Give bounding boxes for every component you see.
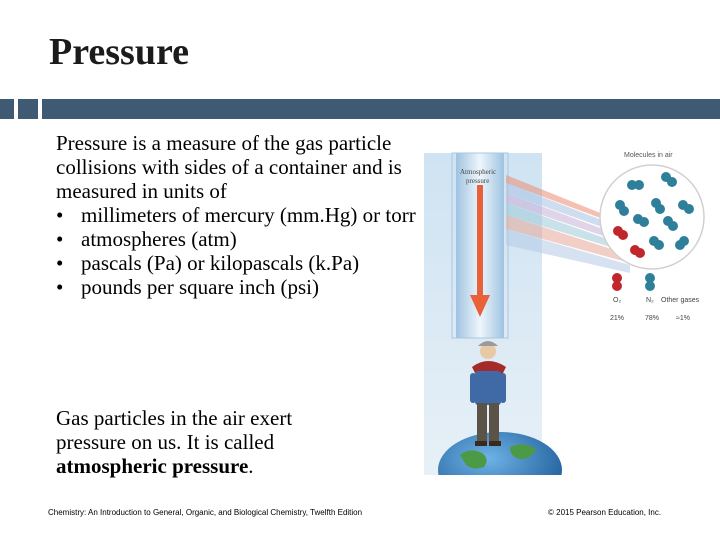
n2-label: N₂ (646, 297, 654, 304)
other-percent: ≈1% (676, 315, 690, 322)
accent-bar (42, 99, 720, 119)
o2-percent: 21% (610, 315, 625, 322)
body-text (56, 131, 426, 299)
molecules-label: Molecules in air (624, 152, 673, 159)
gas-legend (610, 273, 700, 322)
footer-copyright: © 2015 Pearson Education, Inc. (548, 508, 662, 517)
atmospheric-pressure-figure (420, 145, 720, 475)
unit-list (56, 203, 426, 299)
molecules-circle (600, 165, 704, 269)
slide-title: Pressure (49, 31, 190, 73)
para2-lead: Gas particles in the air exert pressure on us. It is called (56, 406, 293, 454)
intro-paragraph: Pressure is a measure of the gas particle collisions with sides of a container and is measured in units of (56, 131, 402, 203)
list-item: • atmospheres (atm) (56, 227, 426, 251)
column-label: Atmospheric pressure (460, 168, 497, 185)
pressure-arrow-shaft (477, 185, 483, 297)
para2-end: . (248, 454, 254, 478)
accent-bar-square (18, 99, 38, 119)
para2-bold-term: atmospheric pressure (56, 454, 249, 478)
list-item: • pounds per square inch (psi) (56, 275, 426, 299)
o2-label: O₂ (613, 297, 622, 304)
n2-percent: 78% (645, 315, 660, 322)
atmospheric-paragraph (56, 406, 356, 478)
list-item: • millimeters of mercury (mm.Hg) or torr (56, 203, 426, 227)
accent-bar-left (0, 99, 14, 119)
list-item: • pascals (Pa) or kilopascals (k.Pa) (56, 251, 426, 275)
footer-citation: Chemistry: An Introduction to General, Organic, and Biological Chemistry, Twelfth Edition (48, 508, 363, 517)
other-gases-label: Other gases (661, 297, 700, 304)
